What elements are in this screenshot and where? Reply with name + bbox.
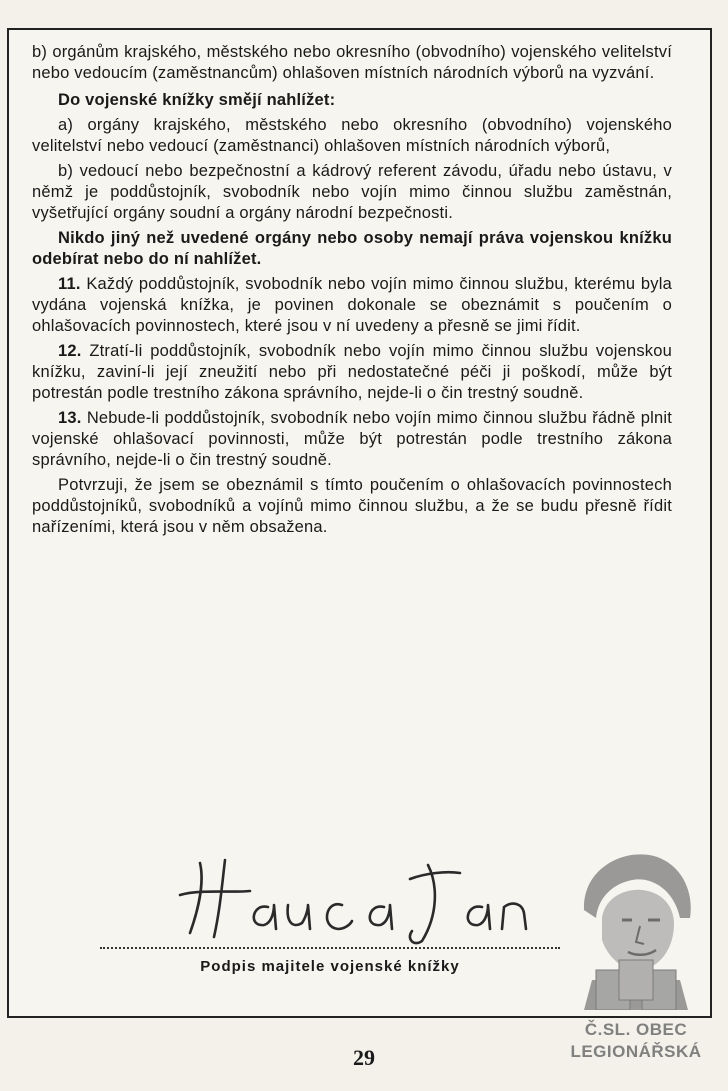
paragraph-text: Každý poddůstojník, svobodník nebo vojín mimo činnou službu, kterému byla vydána vojenská knížka, je povinen dokonale se obeznámit s poučením o ohlašovacích povinnostech, které jsou v ní uvedeny a přesně se jimi řídit. xyxy=(32,275,672,335)
signature-area xyxy=(100,855,560,955)
paragraph-confirmation: Potvrzuji, že jsem se obeznámil s tímto poučením o ohlašovacích povinnostech poddůstojníků, svobodníků a vojínů mimo činnou službu, a že se budu přesně řídit nařízeními, která jsou v něm obsažena. xyxy=(32,476,672,536)
soldier-emblem-icon xyxy=(562,840,710,1010)
paragraph-number: 11. xyxy=(58,275,81,293)
section-heading-nobody-else: Nikdo jiný než uvedené orgány nebo osoby nemají práva vojenskou knížku odebírat nebo do ní nahlížet. xyxy=(32,229,672,268)
paragraph-number: 12. xyxy=(58,342,82,360)
document-body xyxy=(32,42,672,542)
paragraph-b-heads: b) vedoucí nebo bezpečnostní a kádrový referent závodu, úřadu nebo ústavu, v němž je poddůstojník, svobodník nebo vojín mimo činnou službu zaměstnán, vyšetřující orgány soudní a orgány národní bezpečnosti. xyxy=(32,162,672,222)
section-heading-inspect: Do vojenské knížky smějí nahlížet: xyxy=(58,91,336,109)
paragraph-text: Ztratí-li poddůstojník, svobodník nebo vojín mimo činnou službu vojenskou knížku, zaviní-li její zneužití nebo při nedostatečné péči ji poškodí, může být potrestán podle trestního zákona správního, nejde-li o čin trestný soudně. xyxy=(32,342,672,402)
paragraph-number: 13. xyxy=(58,409,82,427)
signature-line xyxy=(100,947,560,949)
paragraph-11 xyxy=(32,274,672,337)
paragraph-a-organs: a) orgány krajského, městského nebo okresního (obvodního) vojenského velitelství nebo vedoucí (zaměstnanci) ohlašoven místních národních výborů, xyxy=(32,116,672,155)
watermark-text-bottom: LEGIONÁŘSKÁ xyxy=(570,1042,702,1061)
legion-watermark xyxy=(562,840,710,1078)
page-number: 29 xyxy=(353,1045,375,1070)
signature-label: Podpis majitele vojenské knížky xyxy=(200,958,460,975)
handwritten-signature xyxy=(170,855,570,945)
watermark-text-top: Č.SL. OBEC xyxy=(584,1020,688,1039)
paragraph-12 xyxy=(32,341,672,404)
paragraph-text: Nebude-li poddůstojník, svobodník nebo vojín mimo činnou službu řádně plnit vojenské ohlašovací povinnosti, může být potrestán podle trestního zákona správního, nejde-li o čin trestný soudně. xyxy=(32,409,672,469)
paragraph-b-organs: b) orgánům krajského, městského nebo okresního (obvodního) vojenského velitelství nebo vedoucím (zaměstnancům) ohlašoven místních národních výborů na vyzvání. xyxy=(32,43,672,82)
paragraph-13 xyxy=(32,408,672,471)
